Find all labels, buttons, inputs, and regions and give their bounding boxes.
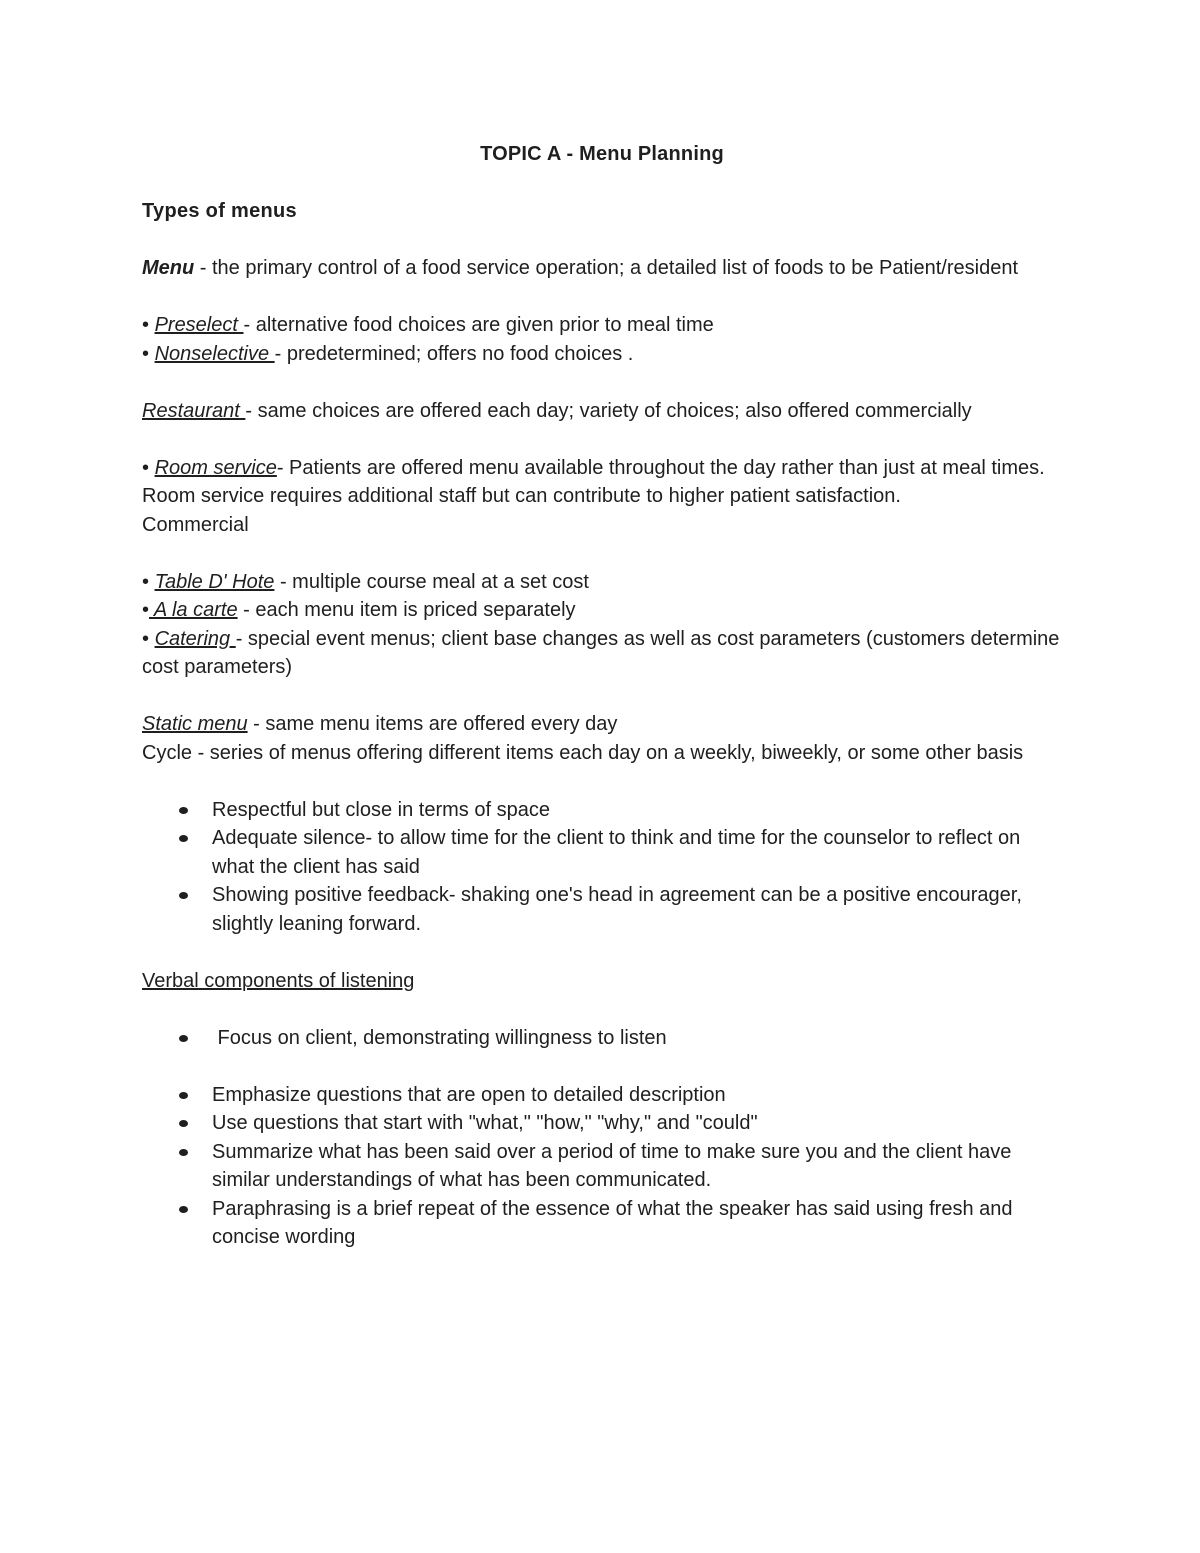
- bullet-glyph: •: [142, 570, 155, 593]
- nonselective-line: [142, 340, 1062, 369]
- commercial-line: Commercial: [142, 513, 249, 536]
- list-item-text: Paraphrasing is a brief repeat of the essence of what the speaker has said using fresh and concise wording: [212, 1197, 1013, 1248]
- list-item-text: Emphasize questions that are open to detailed description: [212, 1083, 726, 1106]
- restaurant-text: - same choices are offered each day; variety of choices; also offered commercially: [245, 399, 972, 422]
- list-item-text: Adequate silence- to allow time for the client to think and time for the counselor to reflect on what the client has said: [212, 827, 1021, 878]
- types-heading: Types of menus: [142, 200, 297, 222]
- list-item-text: Respectful but close in terms of space: [212, 798, 550, 821]
- verbal-list: [142, 1081, 1062, 1252]
- list-item: [142, 1138, 1062, 1195]
- bullet-dot-icon: [179, 1120, 188, 1127]
- catering-line: [142, 625, 1062, 682]
- room-service-line: [142, 454, 1062, 511]
- preselect-line: [142, 311, 1062, 340]
- bullet-glyph: •: [142, 627, 155, 650]
- preselect-term: Preselect: [154, 314, 244, 336]
- list-item-text: Summarize what has been said over a period of time to make sure you and the client have similar understandings of what has been communicated.: [212, 1140, 1012, 1191]
- list-item: [142, 796, 1062, 825]
- bullet-dot-icon: [179, 1206, 188, 1213]
- a-la-carte-text: - each menu item is priced separately: [237, 599, 576, 621]
- page-title: TOPIC A - Menu Planning: [480, 143, 724, 165]
- menu-term: Menu: [142, 257, 195, 279]
- static-menu-text: - same menu items are offered every day: [247, 713, 618, 735]
- menu-text: - the primary control of a food service operation; a detailed list of foods to be Patient/resident: [194, 257, 1019, 279]
- list-item-text: Focus on client, demonstrating willingness to listen: [212, 1026, 667, 1049]
- nonselective-text: - predetermined; offers no food choices .: [274, 342, 634, 365]
- verbal-heading: Verbal components of listening: [142, 969, 415, 992]
- list-item-text: Showing positive feedback- shaking one's head in agreement can be a positive encourager, slightly leaning forward.: [212, 884, 1022, 935]
- nonverbal-list: [142, 796, 1062, 939]
- bullet-dot-icon: [179, 892, 188, 899]
- bullet-glyph: •: [142, 314, 155, 336]
- nonselective-term: Nonselective: [154, 342, 275, 365]
- table-dhote-text: - multiple course meal at a set cost: [274, 570, 589, 593]
- table-dhote-line: [142, 568, 1062, 597]
- restaurant-term: Restaurant: [142, 399, 246, 422]
- static-menu-line: [142, 710, 1062, 739]
- bullet-dot-icon: [179, 835, 188, 842]
- menu-definition: [142, 254, 1062, 283]
- bullet-dot-icon: [179, 1149, 188, 1156]
- bullet-dot-icon: [179, 1035, 188, 1042]
- bullet-dot-icon: [179, 1092, 188, 1099]
- bullet-glyph: •: [142, 456, 155, 479]
- restaurant-line: [142, 397, 1062, 426]
- list-item: [142, 824, 1062, 881]
- room-service-term: Room service: [154, 456, 277, 479]
- list-item: [142, 1195, 1062, 1252]
- static-menu-term: Static menu: [142, 713, 248, 735]
- list-item-text: Use questions that start with "what," "how," "why," and "could": [212, 1112, 758, 1134]
- room-service-text: - Patients are offered menu available throughout the day rather than just at meal times. Room service requires additional staff but can contribute to higher patient satisfaction.: [142, 456, 1045, 507]
- a-la-carte-term: A la carte: [149, 599, 238, 621]
- list-item: [142, 881, 1062, 938]
- verbal-first-list: [142, 1024, 1062, 1053]
- preselect-text: - alternative food choices are given prior to meal time: [243, 314, 714, 336]
- list-item: [142, 1081, 1062, 1110]
- bullet-glyph: •: [142, 342, 155, 365]
- table-dhote-term: Table D' Hote: [154, 570, 275, 593]
- bullet-dot-icon: [179, 807, 188, 814]
- a-la-carte-line: [142, 596, 1062, 625]
- catering-term: Catering: [154, 627, 236, 650]
- catering-text: - special event menus; client base changes as well as cost parameters (customers determine cost parameters): [142, 627, 1060, 678]
- bullet-glyph: •: [142, 599, 150, 621]
- cycle-line: Cycle - series of menus offering different items each day on a weekly, biweekly, or some other basis: [142, 741, 1024, 764]
- document-page: [142, 140, 1062, 1252]
- list-item: [142, 1024, 1062, 1053]
- list-item: [142, 1109, 1062, 1138]
